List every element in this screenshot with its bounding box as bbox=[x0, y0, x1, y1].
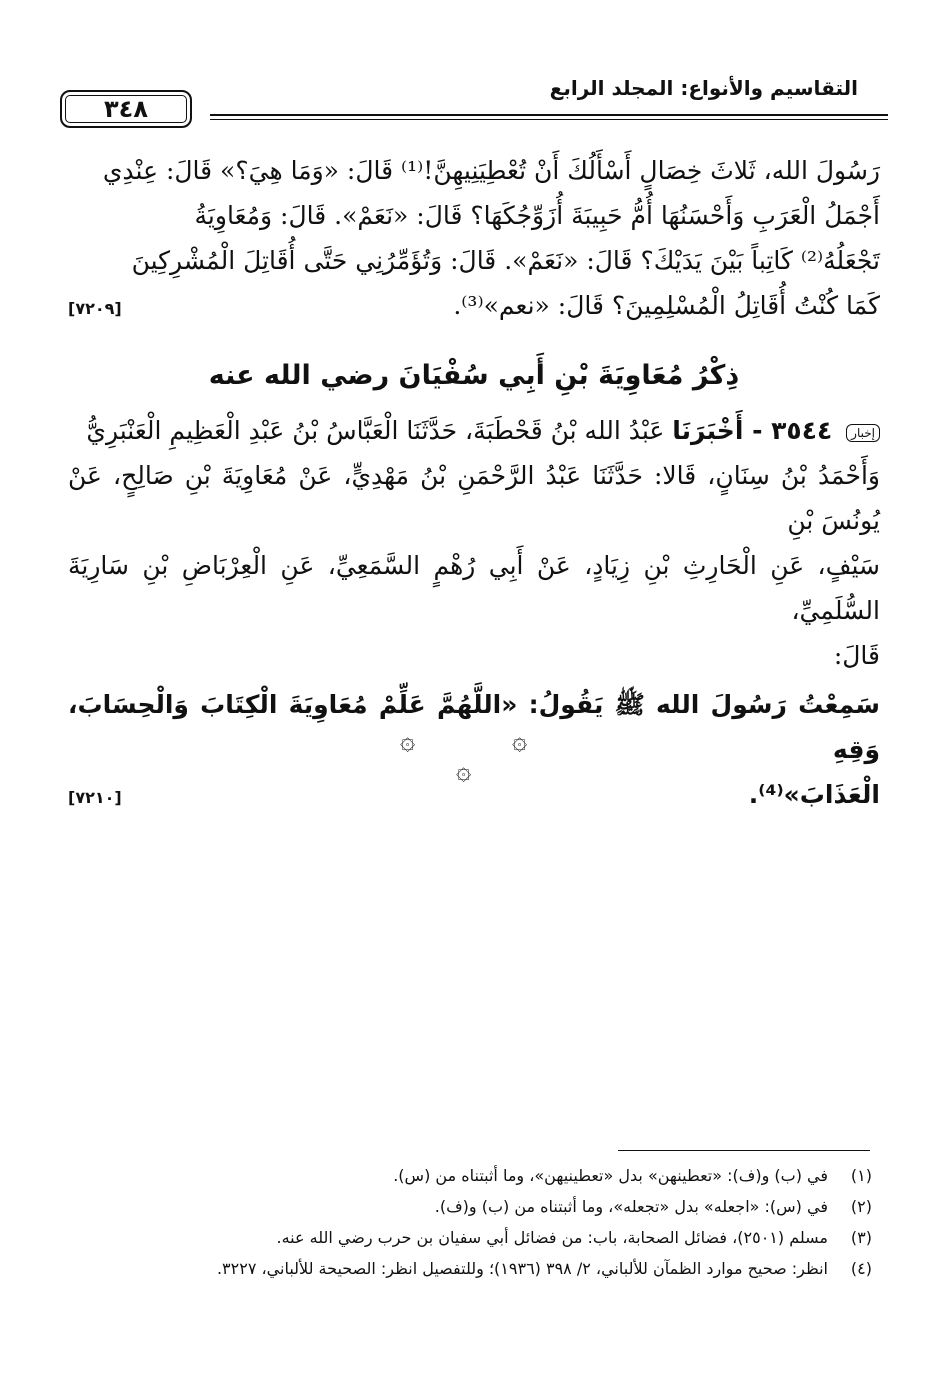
footnote-number: (٣) bbox=[850, 1228, 872, 1247]
hadith-reference: [٧٢١٠] bbox=[68, 788, 122, 807]
footnote-number: (٢) bbox=[850, 1197, 872, 1216]
rosette-ornament-icon: ۞ bbox=[512, 726, 528, 756]
footnote bbox=[68, 1222, 872, 1253]
footnote-number: (١) bbox=[850, 1166, 872, 1185]
page-header bbox=[60, 70, 888, 130]
header-rule bbox=[210, 114, 888, 116]
text-line: قَالَ: bbox=[833, 641, 880, 670]
text-line: سَيْفٍ، عَنِ الْحَارِثِ بْنِ زِيَادٍ، عَنْ أَبِي رُهْمٍ السَّمَعِيِّ، عَنِ الْعِرْبَاضِ بْنِ سَارِيَةَ السُّلَمِيِّ، bbox=[68, 551, 880, 625]
footnote-text: مسلم (٢٥٠١)، فضائل الصحابة، باب: من فضائل أبي سفيان بن حرب رضي الله عنه. bbox=[276, 1228, 828, 1247]
footnote-text: في (س): «اجعله» بدل «تجعله»، وما أثبتناه من (ب) و(ف). bbox=[434, 1197, 828, 1216]
footnote bbox=[68, 1191, 872, 1222]
footnote-separator bbox=[618, 1150, 870, 1151]
rosette-ornament-icon: ۞ bbox=[400, 726, 416, 756]
text-line: رَسُولَ الله، ثَلاثَ خِصَالٍ أَسْأَلُكَ أَنْ تُعْطِيَنِيهِنَّ!⁽¹⁾ قَالَ: «وَمَا هِيَ؟» قَالَ: عِنْدِي bbox=[102, 156, 880, 185]
footnote-text: انظر: صحيح موارد الظمآن للألباني، ٢/ ٣٩٨ (١٩٣٦)؛ وللتفصيل انظر: الصحيحة للألباني، ٣٢٢٧. bbox=[216, 1259, 828, 1278]
section-end-ornaments bbox=[0, 728, 948, 788]
footnote-text: في (ب) و(ف): «تعطينهن» بدل «تعطينيهن»، وما أثبتناه من (س). bbox=[393, 1166, 828, 1185]
footnote bbox=[68, 1253, 872, 1284]
text-line: أَجْمَلُ الْعَرَبِ وَأَحْسَنُهَا أُمُّ حَبِيبَةَ أُزَوِّجُكَهَا؟ قَالَ: «نَعَمْ». قَالَ: وَمُعَاوِيَةُ bbox=[194, 201, 880, 230]
footnotes bbox=[68, 1160, 872, 1284]
text-line: عَبْدُ الله بْنُ قَحْطَبَةَ، حَدَّثَنَا الْعَبَّاسُ بْنُ عَبْدِ الْعَظِيمِ الْعَنْبَرِيُّ bbox=[86, 416, 665, 445]
hadith-number: ٣٥٤٤ - أَخْبَرَنَا bbox=[672, 416, 833, 445]
text-line: تَجْعَلُهُ⁽²⁾ كَاتِباً بَيْنَ يَدَيْكَ؟ قَالَ: «نَعَمْ». قَالَ: وَتُؤَمِّرُنِي حَتَّى أُقَاتِلَ الْمُشْرِكِينَ bbox=[131, 246, 880, 275]
isnad-paragraph bbox=[68, 408, 880, 678]
main-text bbox=[68, 148, 880, 820]
text-line: الْعَذَابَ»⁽⁴⁾. bbox=[748, 780, 880, 809]
report-marker-icon: إخبار bbox=[846, 424, 880, 442]
page-number-frame bbox=[60, 90, 192, 128]
hadith-reference: [٧٢٠٩] bbox=[68, 299, 122, 318]
text-line: كَمَا كُنْتُ أُقَاتِلُ الْمُسْلِمِينَ؟ قَالَ: «نعم»⁽³⁾. bbox=[453, 291, 880, 320]
footnote-number: (٤) bbox=[850, 1259, 872, 1278]
rosette-ornament-icon: ۞ bbox=[456, 756, 472, 786]
running-title: التقاسيم والأنواع: المجلد الرابع bbox=[549, 76, 858, 100]
text-line: وَأَحْمَدُ بْنُ سِنَانٍ، قَالا: حَدَّثَنَا عَبْدُ الرَّحْمَنِ بْنُ مَهْدِيٍّ، عَنْ مُعَاوِيَةَ بْنِ صَالِحٍ، عَنْ يُونُسَ بْنِ bbox=[68, 461, 880, 535]
paragraph-1-last-line bbox=[68, 283, 880, 331]
page-number: ٣٤٨ bbox=[104, 95, 148, 123]
section-heading: ذِكْرُ مُعَاوِيَةَ بْنِ أَبِي سُفْيَانَ رضي الله عنه bbox=[208, 360, 740, 391]
footnote bbox=[68, 1160, 872, 1191]
paragraph-1 bbox=[68, 148, 880, 283]
header-rule-thin bbox=[210, 119, 888, 120]
text-line: سَمِعْتُ رَسُولَ الله ﷺ يَقُولُ: «اللَّهُمَّ عَلِّمْ مُعَاوِيَةَ الْكِتَابَ وَالْحِسَابَ، وَقِهِ bbox=[68, 690, 880, 764]
